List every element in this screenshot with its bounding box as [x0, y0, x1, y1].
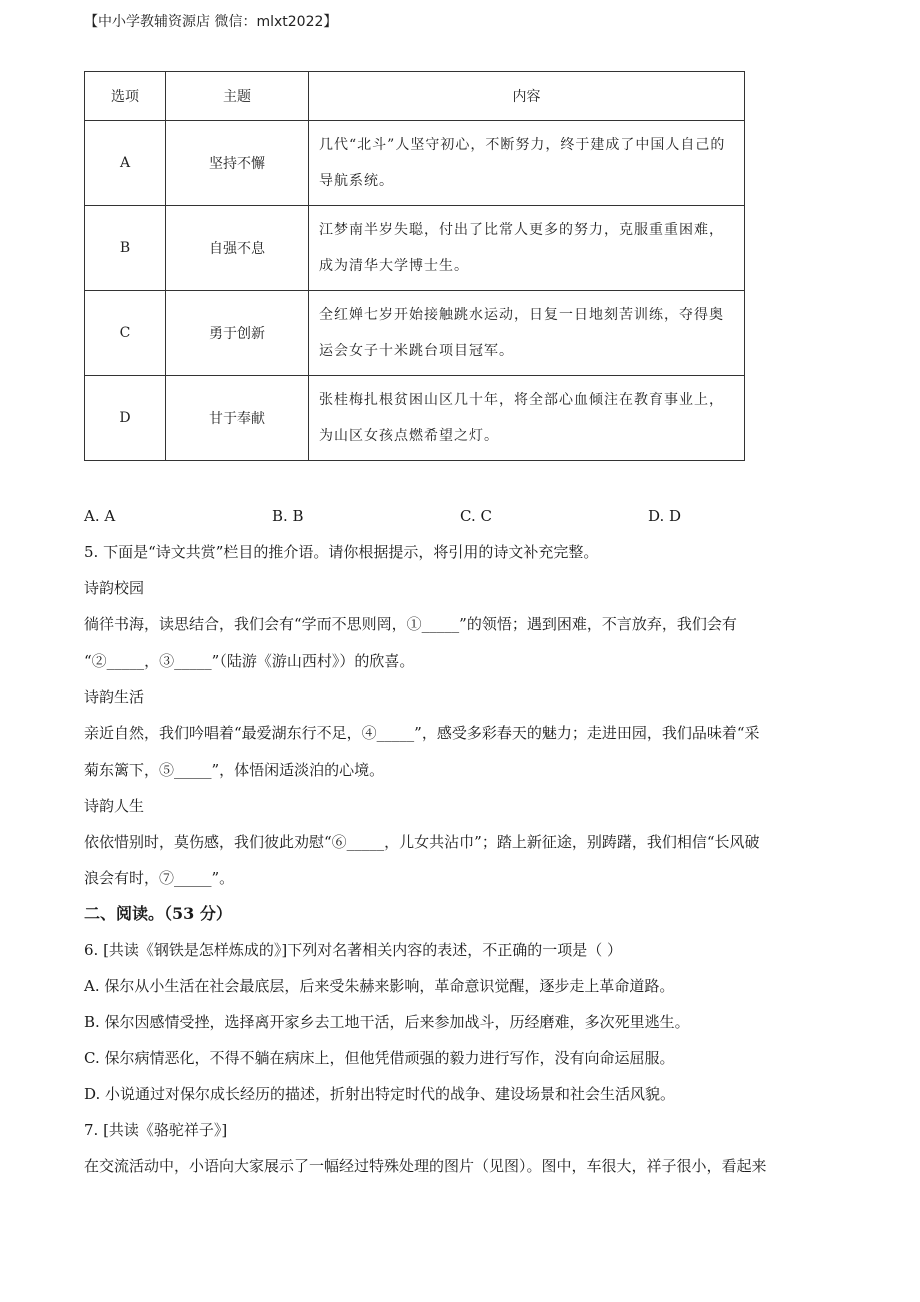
question-7: 7. [共读《骆驼祥子》]	[84, 1121, 228, 1139]
row-option: D	[85, 376, 166, 461]
header-content: 内容	[309, 72, 745, 121]
table-row	[85, 291, 745, 376]
row-option: B	[85, 206, 166, 291]
option-b: B. 保尔因感情受挫，选择离开家乡去工地干活，后来参加战斗，历经磨难，多次死里逃生。	[84, 1013, 690, 1031]
choice-b: B. B	[272, 507, 304, 525]
table-row	[85, 206, 745, 291]
row-option: A	[85, 121, 166, 206]
header-option: 选项	[85, 72, 166, 121]
choice-d: D. D	[648, 507, 682, 525]
subheading-campus: 诗韵校园	[84, 579, 145, 597]
option-d: D. 小说通过对保尔成长经历的描述，折射出特定时代的战争、建设场景和社会生活风貌。	[84, 1085, 676, 1103]
row-option: C	[85, 291, 166, 376]
row-theme: 甘于奉献	[166, 376, 309, 461]
choice-c: C. C	[460, 507, 492, 525]
question-6: 6. [共读《钢铁是怎样炼成的》]下列对名著相关内容的表述，不正确的一项是（ ）	[84, 941, 623, 959]
paragraph-line: “②_____，③_____”（陆游《游山西村》）的欣喜。	[84, 652, 415, 670]
options-table	[84, 71, 745, 461]
section-heading-reading: 二、阅读。（53 分）	[84, 904, 232, 923]
row-theme: 自强不息	[166, 206, 309, 291]
row-theme: 勇于创新	[166, 291, 309, 376]
choice-a: A. A	[84, 507, 116, 525]
paragraph-line: 徜徉书海，读思结合，我们会有“学而不思则罔，①_____”的领悟；遇到困难，不言放弃，我们会有	[84, 615, 737, 633]
option-c: C. 保尔病情恶化，不得不躺在病床上，但他凭借顽强的毅力进行写作，没有向命运屈服。	[84, 1049, 675, 1067]
question-5: 5. 下面是“诗文共赏”栏目的推介语。请你根据提示，将引用的诗文补充完整。	[84, 543, 599, 561]
paragraph-line: 亲近自然，我们吟唱着“最爱湖东行不足，④_____”，感受多彩春天的魅力；走进田园，我们品味着“采	[84, 724, 760, 742]
subheading-life: 诗韵生活	[84, 688, 145, 706]
paragraph-line: 在交流活动中，小语向大家展示了一幅经过特殊处理的图片（见图）。图中，车很大，祥子很小，看起来	[84, 1157, 767, 1175]
paragraph-line: 菊东篱下，⑤_____”，体悟闲适淡泊的心境。	[84, 761, 385, 779]
header-theme: 主题	[166, 72, 309, 121]
row-content: 张桂梅扎根贫困山区几十年，将全部心血倾注在教育事业上，为山区女孩点燃希望之灯。	[309, 376, 745, 461]
option-a: A. 保尔从小生活在社会最底层，后来受朱赫来影响，革命意识觉醒，逐步走上革命道路。	[84, 977, 675, 995]
table-header-row	[85, 72, 745, 121]
paragraph-line: 浪会有时，⑦_____”。	[84, 869, 235, 887]
table-row	[85, 121, 745, 206]
header-note: 【中小学教辅资源店 微信：mlxt2022】	[84, 14, 338, 30]
row-content: 几代“北斗”人坚守初心，不断努力，终于建成了中国人自己的导航系统。	[309, 121, 745, 206]
table-row	[85, 376, 745, 461]
row-content: 江梦南半岁失聪，付出了比常人更多的努力，克服重重困难，成为清华大学博士生。	[309, 206, 745, 291]
row-theme: 坚持不懈	[166, 121, 309, 206]
row-content: 全红婵七岁开始接触跳水运动，日复一日地刻苦训练，夺得奥运会女子十米跳台项目冠军。	[309, 291, 745, 376]
subheading-human-life: 诗韵人生	[84, 797, 145, 815]
paragraph-line: 依依惜别时，莫伤感，我们彼此劝慰“⑥_____，儿女共沾巾”；踏上新征途，别踌躇，我们相信“长风破	[84, 833, 760, 851]
